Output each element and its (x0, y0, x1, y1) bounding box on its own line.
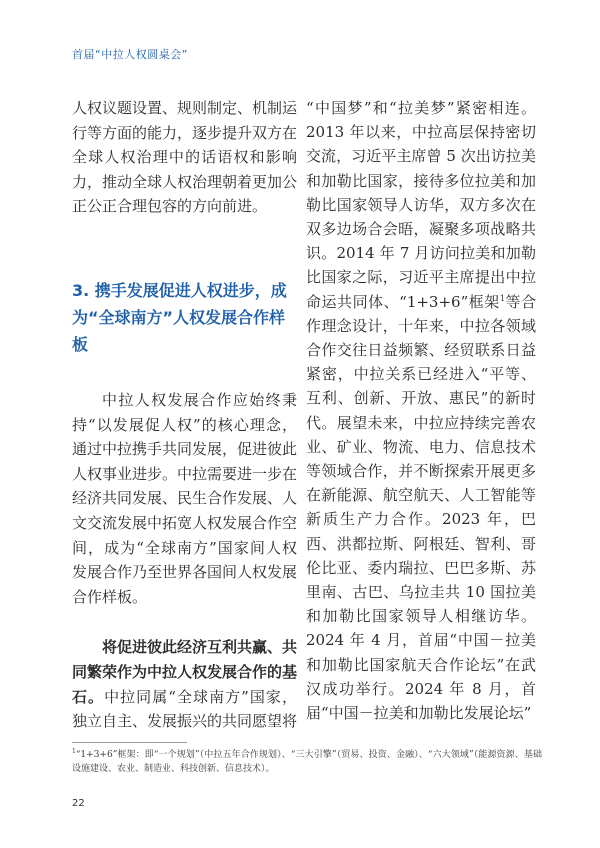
page-number: 22 (72, 798, 85, 809)
left-column (72, 96, 297, 734)
footnote-marker: 1 (72, 748, 76, 755)
body-paragraph-right (306, 96, 536, 725)
footnote-text: “1+3+6”框架：即“一个规划”（中拉五年合作规划）、“三大引擎”（贸易、投资、金融）、“六大领域”（能源资源、基础设施建设、农业、制造业、科技创新、信息技术）。 (72, 750, 542, 774)
lead-in-bold: 将促进彼此经济互利共赢、共同繁荣作为中拉人权发展合作的基石。 (72, 638, 298, 706)
body-text: 等合作理念设计，十年来，中拉各领域合作交往日益频繁、经贸联系日益紧密，中拉关系已经进入“平等、互利、创新、开放、惠民”的新时代。展望未来，中拉应持续完善农业、矿业、物流、电力、信息技术等领域合作，并不断探索开展更多在新能源、航空航天、人工智能等新质生产力合作。2023 年，巴西、洪都拉斯、阿根廷、智利、哥伦比亚、委内瑞拉、巴巴多斯、苏里南、古巴、乌拉圭共 10 国拉美和加勒比国家领导人相继访华。2024 年 4 月，首届“中国－拉美和加勒比国家航天合作论坛”在武汉成功举行。2024 年 8 月，首届“中国－拉美和加勒比发展论坛” (306, 292, 536, 723)
body-paragraph-2 (72, 635, 297, 733)
body-text: 中拉同属“全球南方”国家，独立自主、发展振兴的共同愿望将 (72, 687, 298, 731)
running-header: 首届“中拉人权圆桌会” (72, 48, 188, 61)
continuation-paragraph: 人权议题设置、规则制定、机制运行等方面的能力，逐步提升双方在全球人权治理中的话语权和影响力，推动全球人权治理朝着更加公正公正合理包容的方向前进。 (72, 99, 298, 216)
body-text: “中国梦”和“拉美梦”紧密相连。2013 年以来，中拉高层保持密切交流，习近平主席曾 5 次出访拉美和加勒比国家，接待多位拉美和加勒比国家领导人访华，双方多次在双多边场合会晤，凝聚多项战略共识。2014 年 7 月访问拉美和加勒比国家之际，习近平主席提出中拉命运共同体、“1+3+6”框架 (306, 99, 536, 311)
section-heading: 3. 携手发展促进人权进步，成为“全球南方”人权发展合作样板 (72, 280, 287, 354)
right-column (306, 96, 536, 725)
footnote-reference[interactable]: 1 (499, 293, 505, 303)
footnote (72, 748, 542, 776)
paragraph-gap (72, 609, 297, 635)
footnote-divider (72, 742, 187, 743)
body-paragraph: 中拉人权发展合作应始终秉持“以发展促人权”的核心理念，通过中拉携手共同发展，促进彼此人权事业进步。中拉需要进一步在经济共同发展、民生合作发展、人文交流发展中拓宽人权发展合作空间，成为“全球南方”国家间人权发展合作乃至世界各国间人权发展合作样板。 (72, 390, 298, 606)
